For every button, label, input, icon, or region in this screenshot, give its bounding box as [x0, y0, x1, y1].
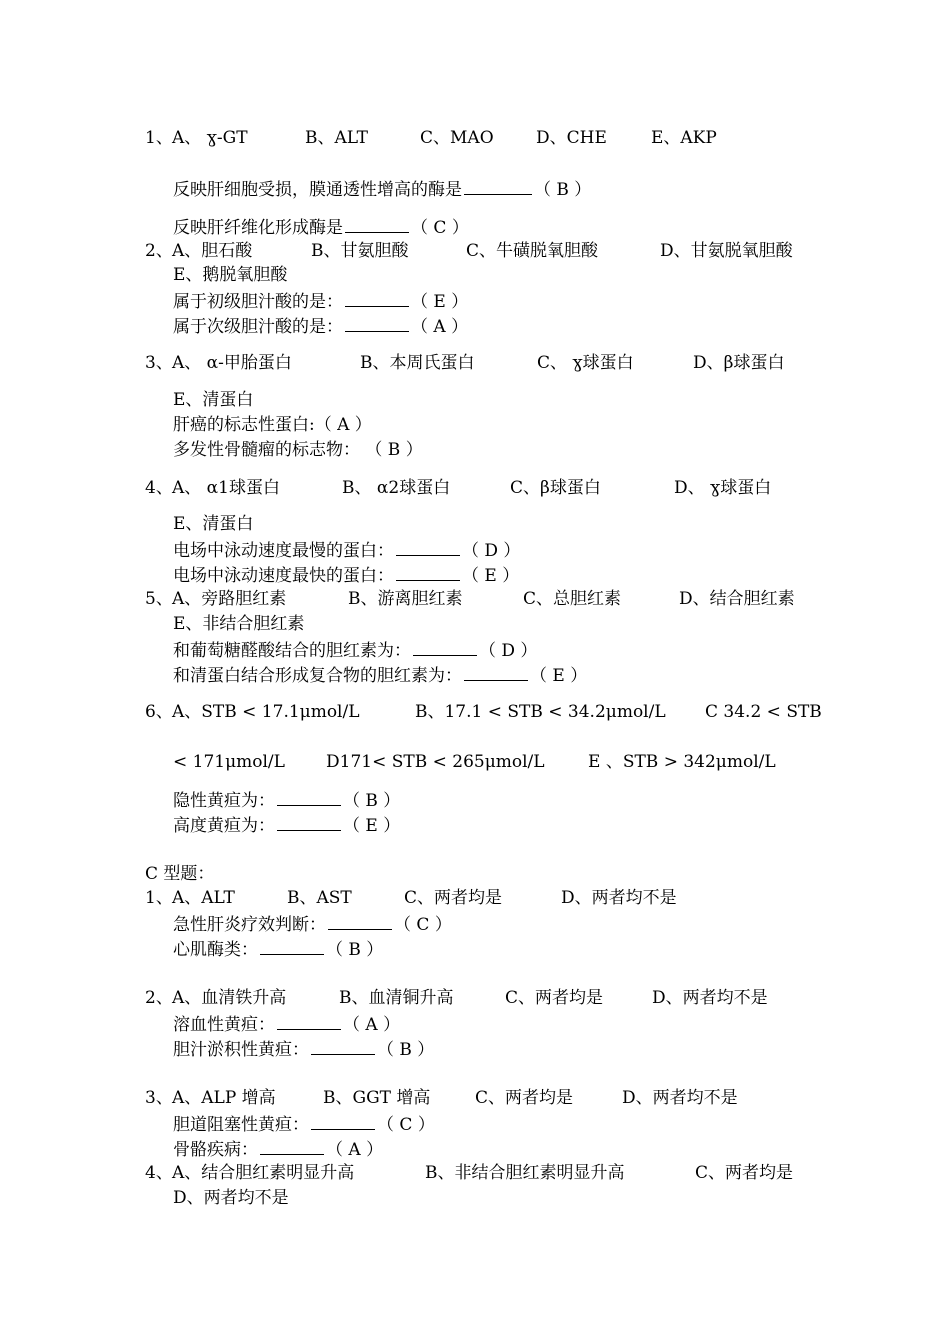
- answer: （ B ）: [534, 180, 592, 200]
- sub-question: 和葡萄糖醛酸结合的胆红素为： （ D ）: [173, 641, 538, 661]
- sub-question: 胆道阻塞性黄疸： （ C ）: [173, 1115, 435, 1135]
- sub-question: 隐性黄疸为： （ B ）: [173, 791, 401, 811]
- answer-blank: [464, 178, 532, 195]
- sub-question: 和清蛋白结合形成复合物的胆红素为： （ E ）: [173, 666, 588, 686]
- sub-question: 电场中泳动速度最慢的蛋白： （ D ）: [173, 541, 521, 561]
- sub-question: 骨骼疾病： （ A ）: [173, 1140, 384, 1160]
- sub-question: 急性肝炎疗效判断： （ C ）: [173, 915, 452, 935]
- option-a: A、 ɣ-GT: [172, 128, 248, 148]
- option-b: B、ALT: [305, 128, 369, 148]
- sub-question: 属于次级胆汁酸的是： （ A ）: [173, 317, 469, 337]
- option-d: D、CHE: [536, 128, 607, 148]
- answer-blank: [345, 216, 409, 233]
- sub-question: 心肌酶类： （ B ）: [173, 940, 384, 960]
- section-title: C 型题：: [145, 864, 215, 884]
- sub-question: 反映肝细胞受损，膜通透性增高的酶是 （ B ）: [173, 180, 592, 200]
- answer: （ C ）: [411, 218, 469, 238]
- sub-question: 属于初级胆汁酸的是： （ E ）: [173, 292, 469, 312]
- sub-question: 反映肝纤维化形成酶是 （ C ）: [173, 218, 469, 238]
- sub-question: 胆汁淤积性黄疸： （ B ）: [173, 1040, 435, 1060]
- option-e: E、AKP: [651, 128, 717, 148]
- sub-question: 高度黄疸为： （ E ）: [173, 816, 401, 836]
- question-number: 1、: [145, 128, 173, 148]
- sub-question: 溶血性黄疸： （ A ）: [173, 1015, 401, 1035]
- option-c: C、MAO: [420, 128, 494, 148]
- sub-question: 电场中泳动速度最快的蛋白： （ E ）: [173, 566, 520, 586]
